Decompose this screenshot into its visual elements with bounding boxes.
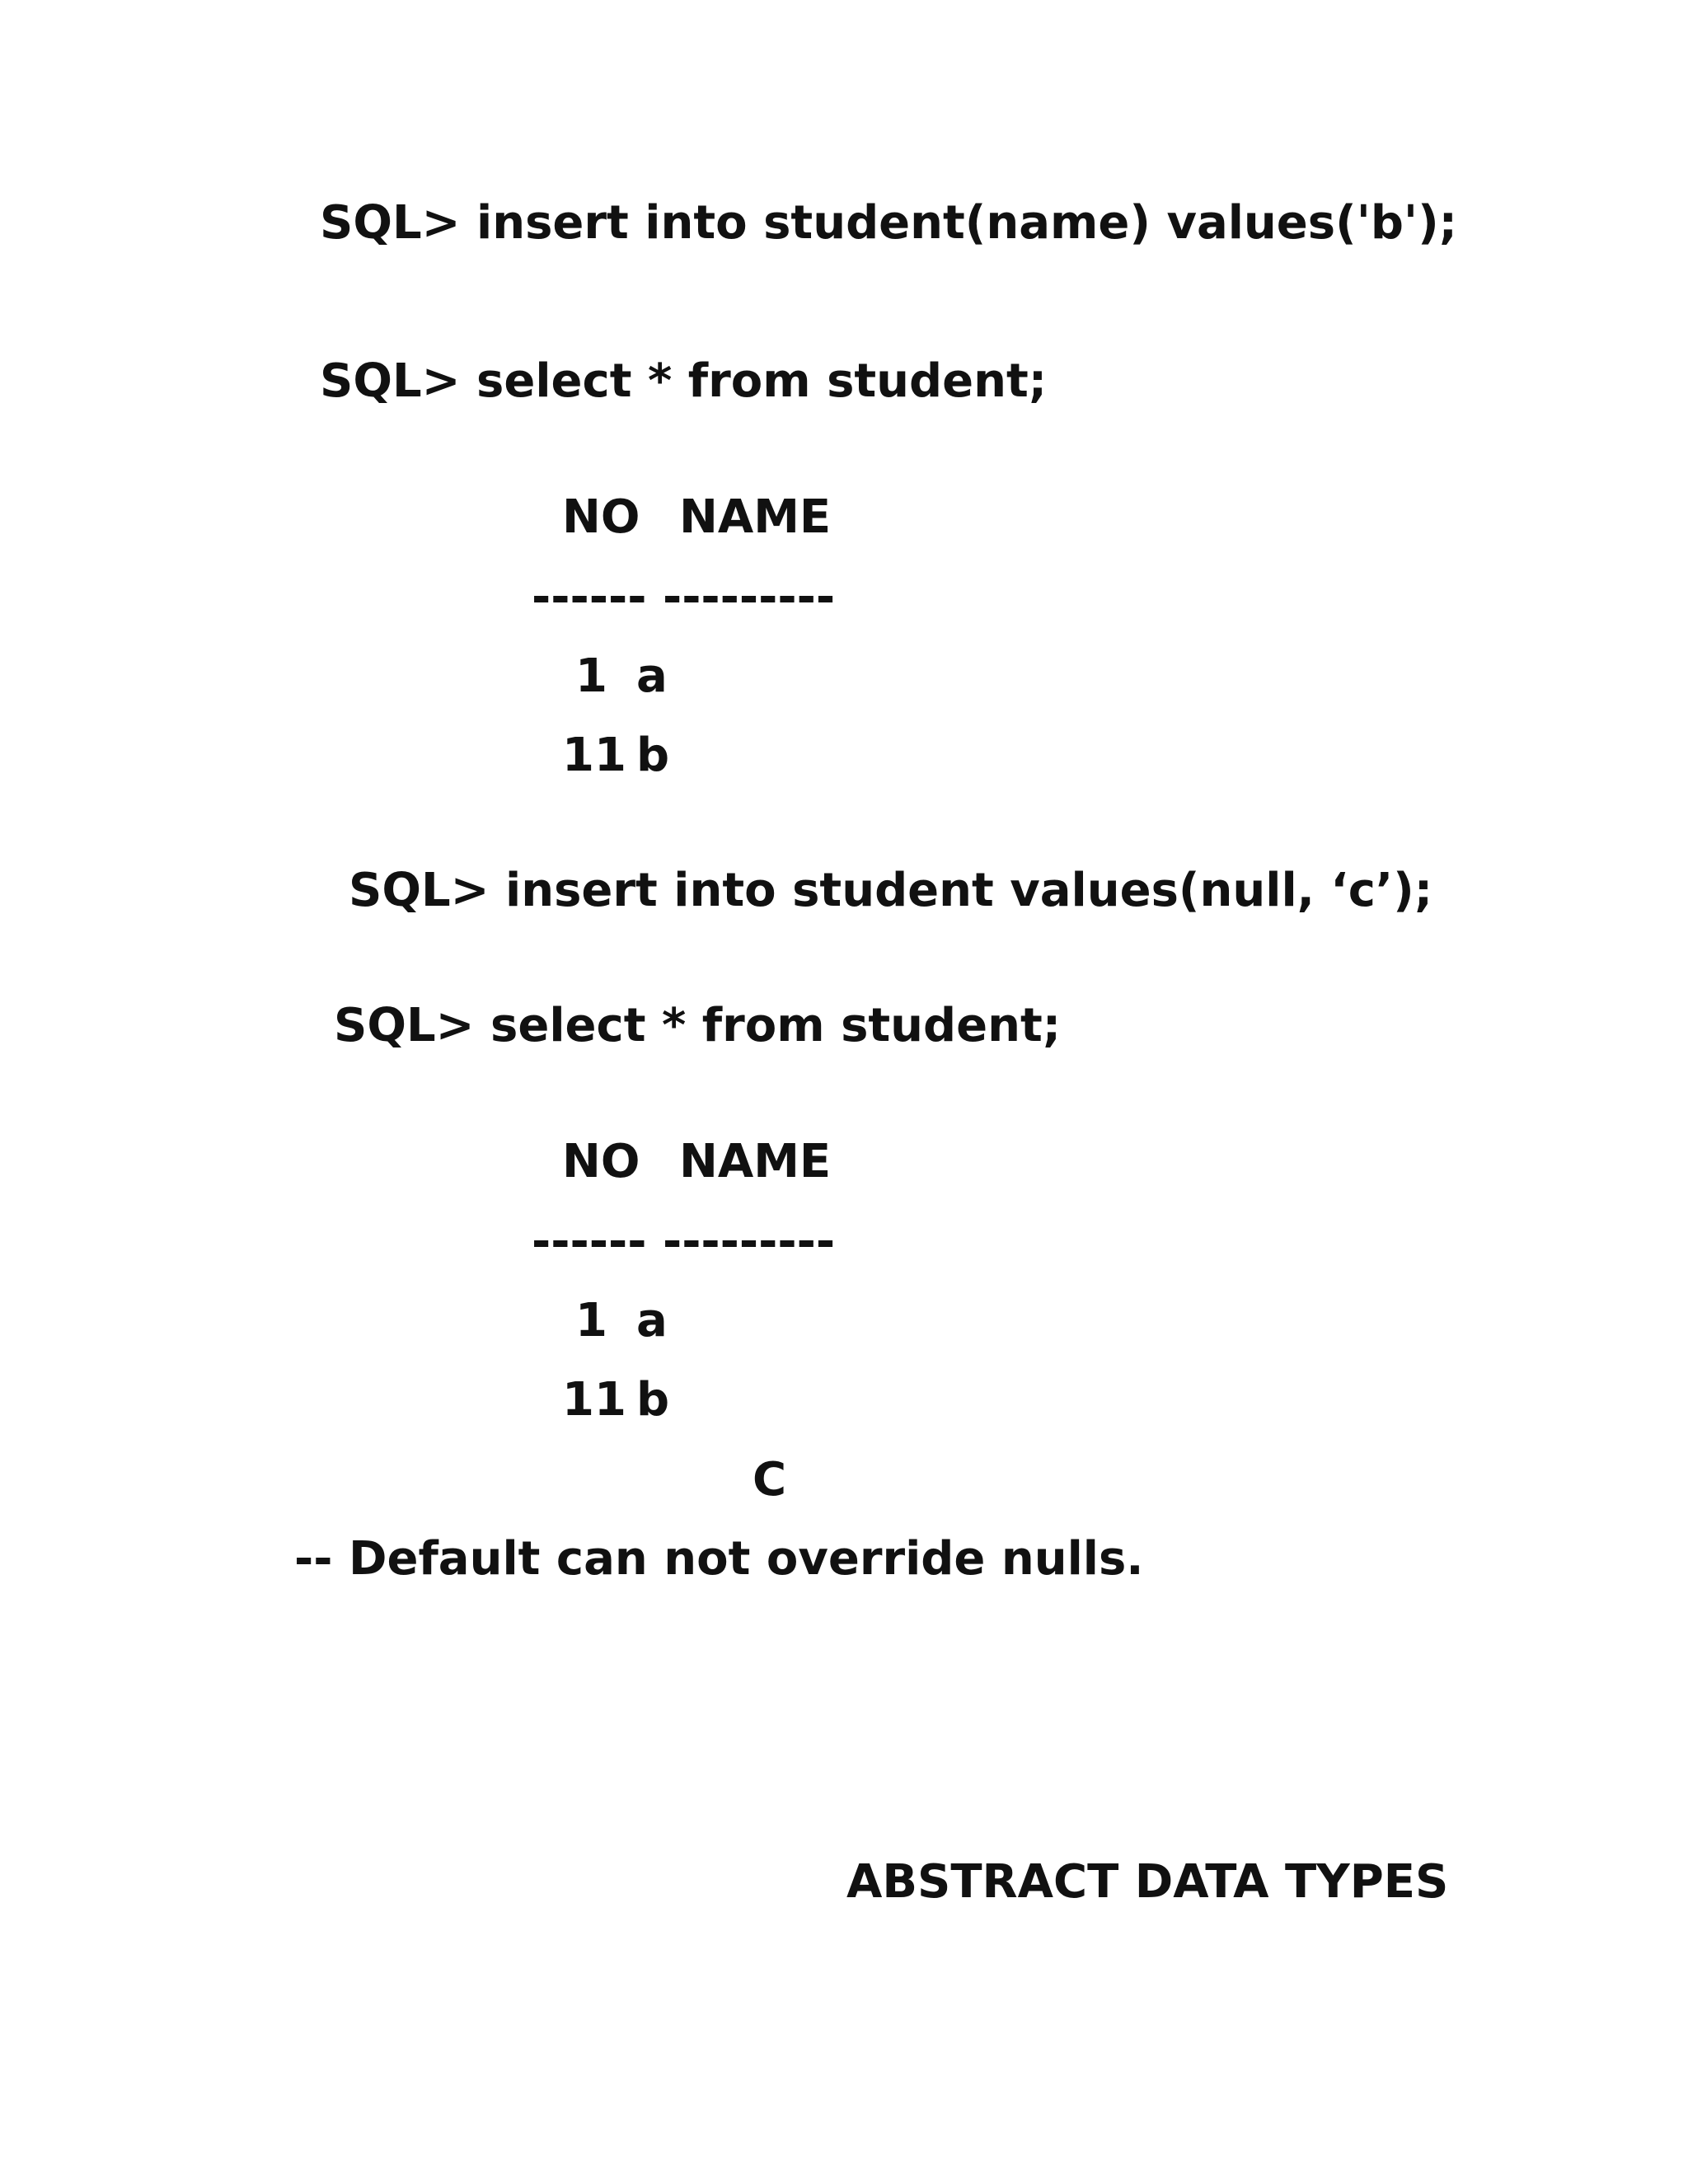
note-text: -- Default can not override nulls.	[294, 1532, 1144, 1586]
column-header-name: NAME	[679, 490, 832, 544]
sql-insert-statement: SQL> insert into student(name) values('b');	[320, 196, 1458, 250]
row-name-cell: b	[636, 1373, 670, 1427]
row-no-cell: 1	[575, 649, 607, 703]
column-separator: ------ ---------	[532, 1215, 836, 1268]
column-header-name: NAME	[679, 1135, 832, 1188]
column-header-no: NO	[562, 490, 640, 544]
row-no-cell: 11	[562, 729, 626, 782]
sql-select-statement: SQL> select * from student;	[320, 354, 1048, 408]
row-name-cell: a	[636, 649, 668, 703]
row-name-cell: a	[636, 1294, 668, 1347]
row-name-cell: C	[753, 1453, 787, 1507]
sql-insert-statement: SQL> insert into student values(null, ‘c’);	[349, 864, 1433, 917]
section-heading: ABSTRACT DATA TYPES	[846, 1855, 1449, 1909]
row-no-cell: 1	[575, 1294, 607, 1347]
row-name-cell: b	[636, 729, 670, 782]
column-separator: ------ ---------	[532, 570, 836, 624]
column-header-no: NO	[562, 1135, 640, 1188]
sql-select-statement: SQL> select * from student;	[334, 999, 1062, 1052]
row-no-cell: 11	[562, 1373, 626, 1427]
